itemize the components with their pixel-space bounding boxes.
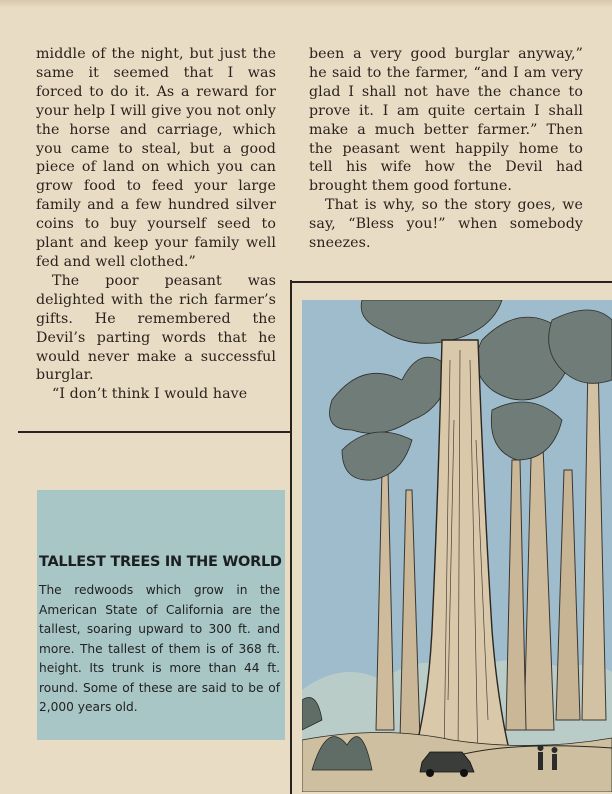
fact-box <box>37 490 285 740</box>
redwood-forest-illustration <box>302 300 612 792</box>
story-right-column <box>309 45 583 253</box>
fact-box-title: TALLEST TREES IN THE WORLD <box>39 554 282 570</box>
story-paragraph: “I don’t think I would have <box>36 385 276 404</box>
story-frame-rule <box>18 280 292 433</box>
story-paragraph: middle of the night, but just the same it seemed that I was forced to do it. As a reward for your help I will give you not only the horse and carriage, which you came to steal, but a good piece of land on which you can grow food to feed your large family and a few hundred silver coins to buy yourself seed to plant and keep your family well fed and well clothed.” <box>36 45 276 272</box>
fact-box-body: The redwoods which grow in the American State of California are the tallest, soaring upward to 300 ft. and more. The tallest of them is of 368 ft. height. Its trunk is more than 44 ft. round. Some of these are said to be of 2,000 years old. <box>39 581 280 718</box>
page-fold-shadow <box>0 0 612 8</box>
story-paragraph: The poor peasant was delighted with the rich farmer’s gifts. He remembered the Devil’s parting words that he would never make a successful burglar. <box>36 272 276 385</box>
story-paragraph: That is why, so the story goes, we say, “Bless you!” when somebody sneezes. <box>309 196 583 253</box>
story-paragraph: been a very good burglar anyway,” he said to the farmer, “and I am very glad I shall not have the chance to prove it. I am quite certain I shall make a much better farmer.” Then the peasant went happily home to tell his wife how the Devil had brought them good fortune. <box>309 45 583 196</box>
